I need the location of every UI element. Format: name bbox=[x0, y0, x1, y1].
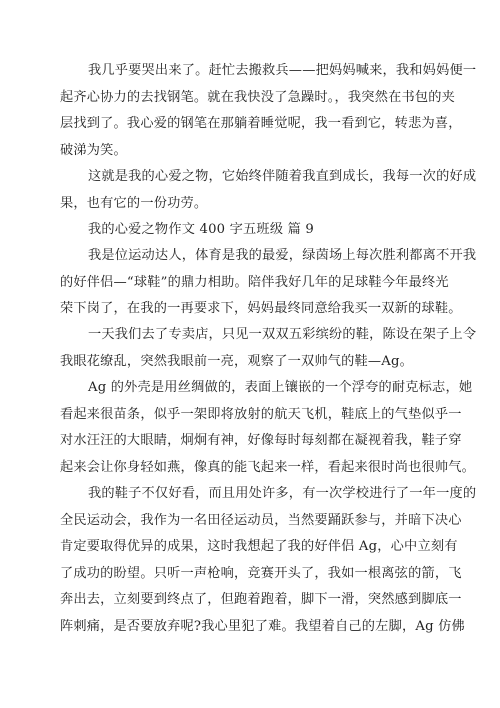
text-line: 看起来很苗条，似乎一架即将放射的航天飞机，鞋底上的气垫似乎一 bbox=[60, 406, 462, 422]
text-line: 对水汪汪的大眼睛，炯炯有神，好像每时每刻都在凝视着我，鞋子穿 bbox=[60, 433, 462, 448]
paragraph-1 bbox=[60, 58, 477, 164]
paragraph-3 bbox=[60, 243, 477, 323]
paragraph-6 bbox=[60, 481, 477, 640]
text-line: 我的鞋子不仅好看，而且用处许多，有一次学校进行了一年一度的 bbox=[88, 486, 477, 501]
text-line: 的好伴侣—“球鞋”的鼎力相助。陪伴我好几年的足球鞋今年最终光 bbox=[60, 274, 449, 290]
text-line: 全民运动会，我作为一名田径运动员，当然要踊跃参与，并暗下决心 bbox=[60, 512, 462, 528]
heading-line: 我的心爱之物作文 400 字五班级 篇 9 bbox=[88, 222, 314, 237]
text-line: 层找到了。我心爱的钢笔在那躺着睡觉呢，我一看到它，转悲为喜， bbox=[60, 116, 462, 131]
text-line: 我几乎要哭出来了。赶忙去搬救兵——把妈妈喊来，我和妈妈便一 bbox=[88, 63, 477, 78]
text-line: 肯定要取得优异的成果，这时我想起了我的好伴侣 Ag，心中立刻有 bbox=[60, 539, 458, 554]
text-line: 破涕为笑。 bbox=[60, 142, 127, 158]
section-heading bbox=[60, 217, 460, 244]
paragraph-5 bbox=[60, 375, 476, 481]
text-line: 一天我们去了专卖店，只见一双双五彩缤纷的鞋，陈设在架子上令 bbox=[88, 327, 477, 342]
text-line: 奔出去，立刻要到终点了，但跑着跑着，脚下一滑，突然感到脚底一 bbox=[60, 592, 462, 607]
text-line: 荣下岗了，在我的一再要求下，妈妈最终同意给我买一双新的球鞋。 bbox=[60, 301, 462, 316]
text-line: 起齐心协力的去找钢笔。就在我快没了急躁时。，我突然在书包的夹 bbox=[60, 89, 456, 105]
paragraph-4 bbox=[60, 322, 477, 375]
paragraph-2 bbox=[60, 164, 477, 217]
text-line: Ag 的外壳是用丝绸做的，表面上镶嵌的一个浮夸的耐克标志，她 bbox=[88, 380, 473, 395]
text-line: 阵刺痛，是否要放弃呢?我心里犯了难。我望着自己的左脚，Ag 仿佛 bbox=[60, 618, 465, 634]
text-line: 我是位运动达人，体育是我的最爱，绿茵场上每次胜利都离不开我 bbox=[88, 248, 477, 263]
text-line: 我眼花缭乱，突然我眼前一亮，观察了一双帅气的鞋—Ag。 bbox=[60, 353, 414, 369]
text-line: 起来会让你身轻如燕，像真的能飞起来一样，看起来很时尚也很帅气。 bbox=[60, 459, 476, 475]
text-line: 这就是我的心爱之物，它始终伴随着我直到成长，我每一次的好成 bbox=[88, 169, 477, 184]
text-line: 果，也有它的一份功劳。 bbox=[60, 195, 208, 211]
text-line: 了成功的盼望。只听一声枪响，竞赛开头了，我如一根离弦的箭，飞 bbox=[60, 565, 462, 581]
